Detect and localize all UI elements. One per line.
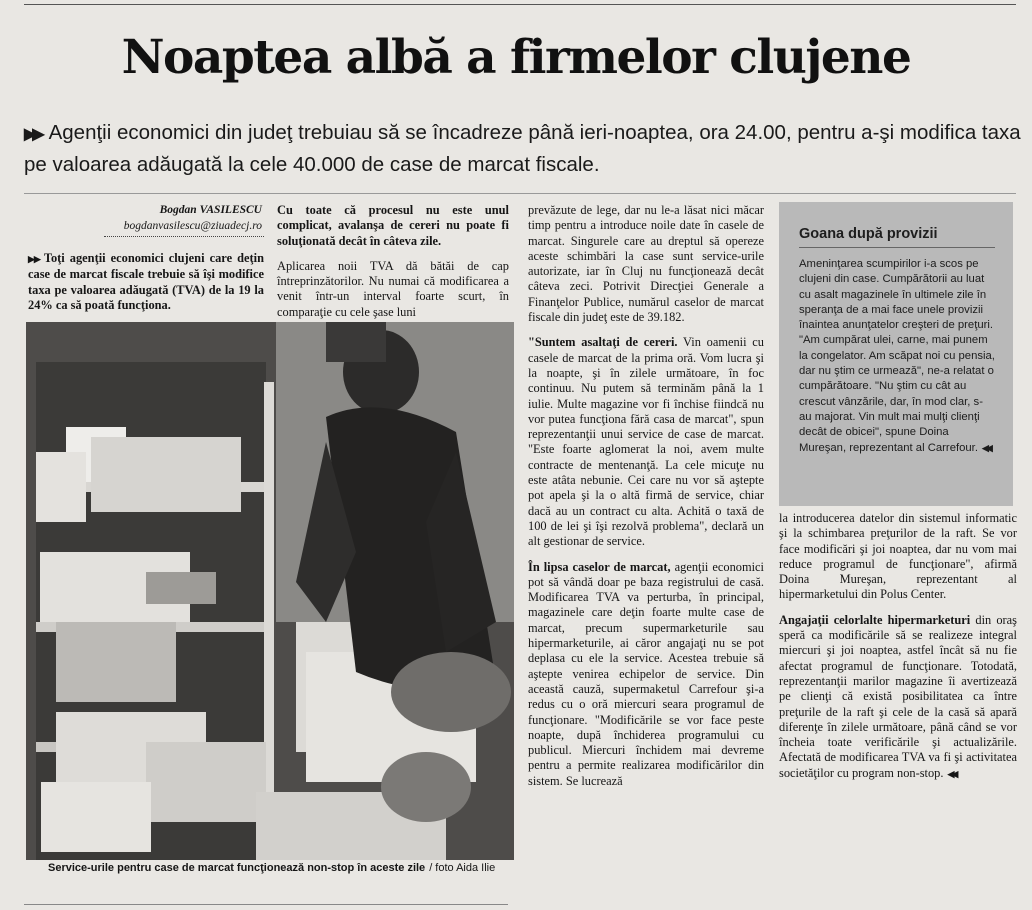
column-3-subhead-2: În lipsa caselor de marcat, [528,559,671,574]
byline-rule [104,236,264,237]
photo [26,322,514,860]
sidebar-text [799,257,995,456]
column-3-paragraph-1: prevăzute de lege, dar nu le-a lăsat nici măcar timp pentru a introduce noile date în casele de marcat. Singurele care au dreptul să opereze aceste schimbări la case sunt service-urile autorizate, iar în Cluj nu funcţionează decât câteva zeci. Potrivit Direcţiei Generale a Finanţelor Publice, numărul caselor de marcat fiscale din judeţ este de 39.182. [528,203,764,325]
lead-paragraph: Toţi agenţii economici clujeni care deţin case de marcat fiscale trebuie să îşi modifice taxa pe valoarea adăugată (TVA) de la 19 la 24% ca să poată funcţiona. [28,251,264,312]
column-1-lead [28,251,264,323]
double-arrow-right-icon: ▶▶ [24,126,41,143]
caption-text: Service-urile pentru case de marcat funcţionează non-stop în aceste zile [48,862,426,874]
byline [104,202,262,234]
column-3-subhead-1: "Suntem asaltaţi de cereri. [528,335,678,350]
column-3-paragraph-2: Vin oamenii cu casele de marcat de la prima oră. Vom lucra şi la noapte, şi în zilele următoare, în foc continuu. Nu putem să terminăm până la 1 iulie. Multe magazine vor fi închise fiindcă nu vor putea funcţiona fără casa de marcat", spun reprezentanţii unui service de case de marcat. "Este foarte aglomerat la noi, avem multe contracte de mentenanţă. La cele micuţe nu este atâta nebunie. Cei care nu vor să aştepte pot apela şi la o altă firmă de service, chiar dacă au un contract cu alta. Achită o taxă de 100 de lei şi îşi rezolvă problema", declară un alt gestionar de service. [528,335,764,549]
column-4 [779,511,1017,792]
sidebar-title: Goana după provizii [799,226,938,242]
deck-text: Agenţii economici din judeţ trebuiau să se încadreze până ieri-noaptea, ora 24.00, pentru a-şi modifica taxa pe valoarea adăugată la cele 40.000 de case de marcat fiscale. [24,121,1021,176]
sidebar-box [779,202,1013,506]
author-name: Bogdan VASILESCU [159,204,262,216]
deck [24,118,1024,180]
sidebar-title-rule [799,247,995,248]
bottom-rule [24,904,508,905]
column-4-subhead: Angajaţii celorlalte hipermarketuri [779,612,971,627]
photo-image [26,322,514,860]
top-rule [24,4,1016,5]
end-mark-icon: ◀◀ [947,768,956,779]
photo-credit: / foto Aida Ilie [429,862,496,874]
column-2-bold-intro: Cu toate că procesul nu este unul complicat, avalanşa de cereri nu poate fi soluţionată decât în câteva zile. [277,203,509,248]
photo-caption [48,862,528,874]
sidebar-body: Ameninţarea scumpirilor i-a scos pe clujeni din case. Cumpărătorii au luat cu asalt magazinele în ultimele zile în speranţa de a mai face unele provizii înaintea anunţatelor creşteri de preţuri. "Am cumpărat ulei, carne, mai punem la congelator. Am scăpat noi cu pensia, dar nu ştim ce urmează", ne-a relatat o cumpărătoare. "Nu ştim cu cât au crescut vânzările, dar, în mod clar, s-au majorat. Vin mult mai mulţi clienţi decât de obicei", spune Doina Mureşan, reprezentant al Carrefour. [799,258,995,454]
column-2 [277,203,509,330]
author-email-link[interactable]: bogdanvasilescu@ziuadecj.ro [123,220,262,232]
headline: Noaptea albă a firmelor clujene [121,30,911,85]
column-3 [528,203,764,799]
column-4-paragraph-1: la introducerea datelor din sistemul informatic şi la schimbarea preţurilor de la raft. Se vor face modificări şi joi noaptea, dar nu vom mai reduce programul de funcţionare", afirmă Doina Mureşan, reprezentant al hipermarketului din Polus Center. [779,511,1017,602]
column-2-paragraph: Aplicarea noii TVA dă bătăi de cap întreprinzătorilor. Nu numai că modificarea a venit într-un interval foarte scurt, în comparaţie cu cele şase luni [277,258,509,319]
deck-rule [24,193,1016,194]
column-3-paragraph-3: agenţii economici pot să vândă doar pe baza registrului de casă. Modificarea TVA va perturba, în principal, magazinele care deţin foarte multe case de marcat, precum supermarketurile sau hipermarketurile, ai căror angajaţi nu se pot deplasa cu ele la service. Acestea trebuie să aştepte venirea echipelor de service. Din această cauză, supermaketul Carrefour şi-a redus cu o oră miercuri seara programul de funcţionare. "Modificările se vor face peste noapte, după închiderea programului cu publicul. Miercuri închidem mai devreme pentru a permite realizarea modificărilor din sistem. Se lucrează [528,559,764,788]
small-arrow-icon: ▶▶ [28,254,40,264]
end-mark-icon: ◀◀ [981,442,990,453]
column-4-paragraph-2: din oraş speră ca modificările să se realizeze integral miercuri şi joi noaptea, astfel încât să nu fie afectat programul de funcţionare. Totodată, reprezentanţii marilor magazine îi avertizează pe clienţi că există posibilitatea ca între preţurile de la raft şi cele de la casă să apară diferenţe în zilele următoare, până când se vor încheia toate verificările şi actualizările. Afectată de modificarea TVA va fi şi activitatea societăţilor cu program non-stop. [779,612,1017,780]
